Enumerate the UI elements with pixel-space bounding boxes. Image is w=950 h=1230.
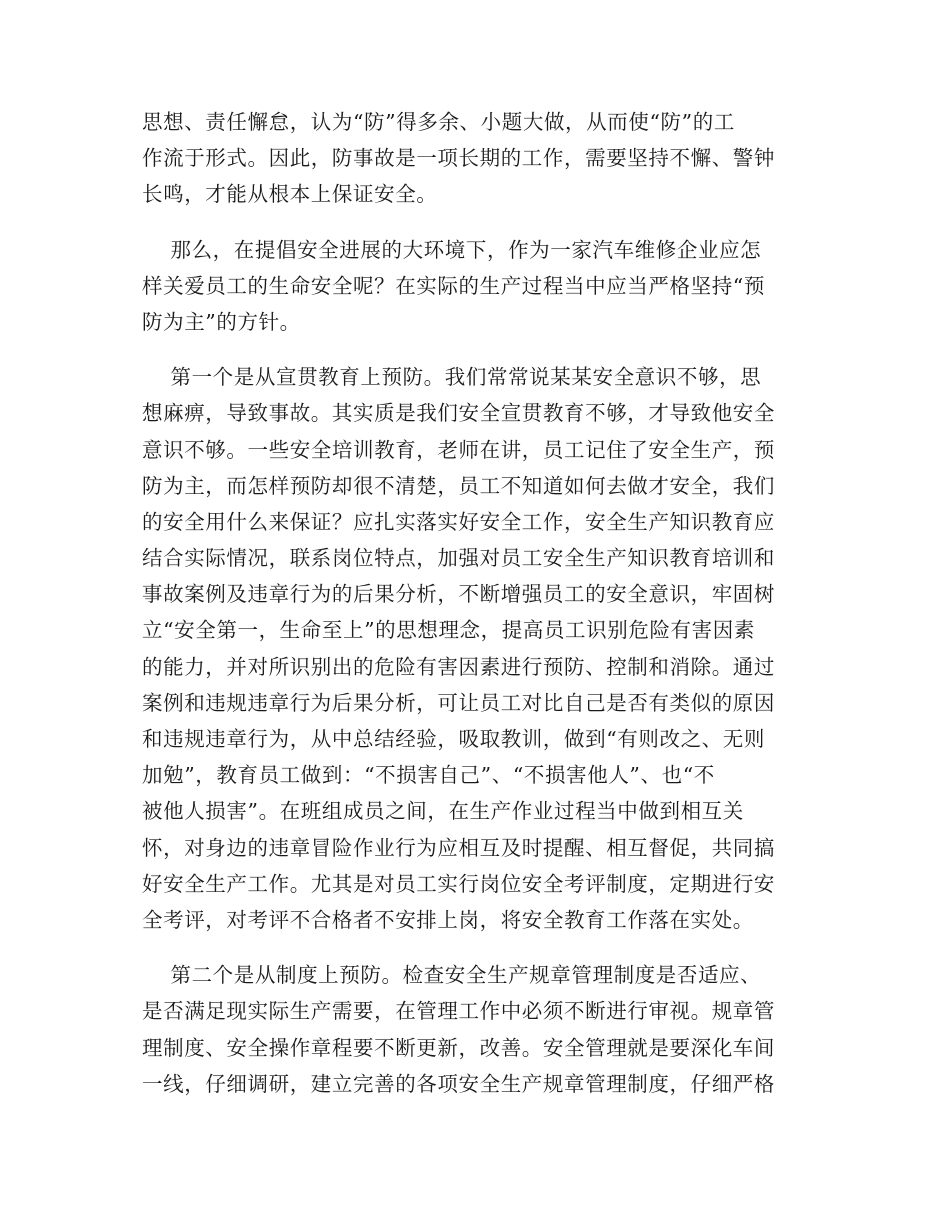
text-line: 想麻痹，导致事故。其实质是我们安全宣贯教育不够，才导致他安全	[142, 401, 775, 426]
text-line: 一线，仔细调研，建立完善的各项安全生产规章管理制度，仔细严格	[142, 1071, 775, 1096]
paragraph-3	[142, 359, 812, 938]
text-line: 那么，在提倡安全进展的大环境下，作为一家汽车维修企业应怎	[142, 237, 762, 262]
text-line: 是否满足现实际生产需要，在管理工作中必须不断进行审视。规章管	[142, 999, 775, 1024]
text-line: 样关爱员工的生命安全呢？在实际的生产过程当中应当严格坚持“预	[142, 273, 765, 298]
text-line: 和违规违章行为，从中总结经验，吸取教训，做到“有则改之、无则	[142, 727, 765, 751]
text-line: 意识不够。一些安全培训教育，老师在讲，员工记住了安全生产，预	[142, 437, 775, 462]
text-line: 作流于形式。因此，防事故是一项长期的工作，需要坚持不懈、警钟	[142, 146, 775, 171]
paragraph-2	[142, 232, 812, 341]
text-line: 的能力，并对所识别出的危险有害因素进行预防、控制和消除。通过	[142, 654, 775, 679]
text-line: 第二个是从制度上预防。检查安全生产规章管理制度是否适应、	[142, 963, 762, 988]
text-line: 全考评，对考评不合格者不安排上岗，将安全教育工作落在实处。	[142, 907, 754, 932]
text-line: 事故案例及违章行为的后果分析，不断增强员工的安全意识，牢固树	[142, 582, 775, 607]
text-line: 理制度、安全操作章程要不断更新，改善。安全管理就是要深化车间	[142, 1035, 775, 1060]
text-line: 第一个是从宣贯教育上预防。我们常常说某某安全意识不够，思	[142, 365, 762, 390]
text-line: 立“安全第一，生命至上”的思想理念，提高员工识别危险有害因素	[142, 618, 755, 643]
text-line: 好安全生产工作。尤其是对员工实行岗位安全考评制度，定期进行安	[142, 871, 775, 896]
document-body	[142, 104, 812, 1121]
text-line: 思想、责任懈怠，认为“防”得多余、小题大做，从而使“防”的工	[142, 110, 735, 134]
text-line: 怀，对身边的违章冒险作业行为应相互及时提醒、相互督促，共同搞	[142, 835, 775, 860]
paragraph-1	[142, 104, 812, 213]
text-line: 加勉”，教育员工做到：“不损害自己”、“不损害他人”、也“不	[142, 763, 715, 788]
text-line: 防为主，而怎样预防却很不清楚，员工不知道如何去做才安全，我们	[142, 473, 775, 498]
text-line: 的安全用什么来保证？应扎实落实好安全工作，安全生产知识教育应	[142, 509, 775, 534]
text-line: 被他人损害”。在班组成员之间，在生产作业过程当中做到相互关	[142, 799, 744, 824]
text-line: 防为主”的方针。	[142, 309, 301, 334]
text-line: 长鸣，才能从根本上保证安全。	[142, 182, 438, 207]
paragraph-4	[142, 957, 812, 1102]
text-line: 案例和违规违章行为后果分析，可让员工对比自己是否有类似的原因	[142, 690, 775, 715]
text-line: 结合实际情况，联系岗位特点，加强对员工安全生产知识教育培训和	[142, 546, 775, 571]
